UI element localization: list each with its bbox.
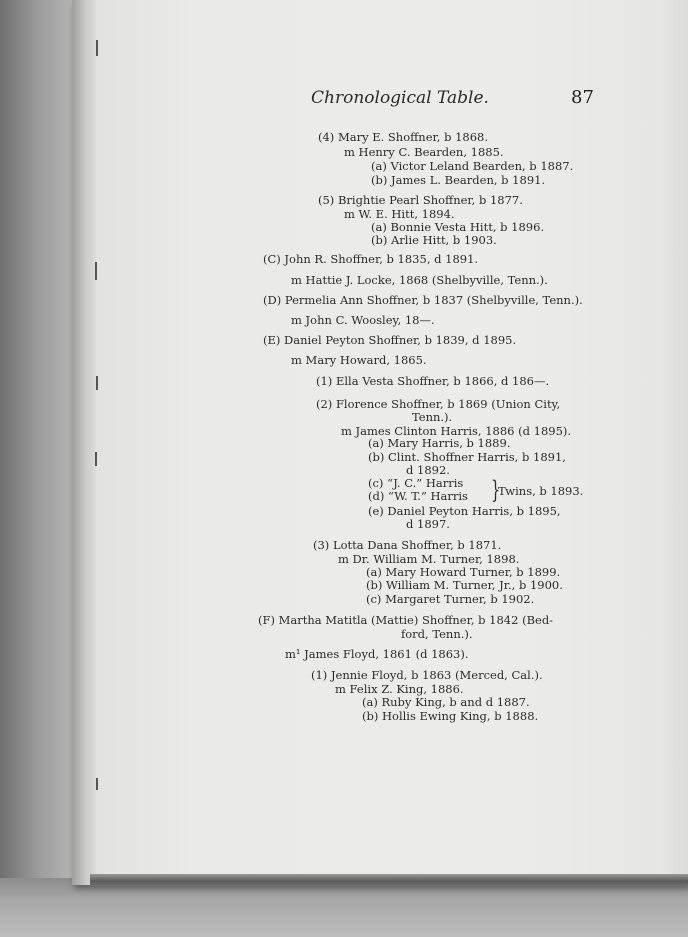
book-bottom-edge [90,874,688,886]
entry-line: (1) Jennie Floyd, b 1863 (Merced, Cal.). [311,668,543,682]
entry-line: (a) Victor Leland Bearden, b 1887. [371,159,574,173]
entry-line: (3) Lotta Dana Shoffner, b 1871. [313,538,502,552]
binding-mark [95,262,97,280]
entry-line: (e) Daniel Peyton Harris, b 1895, [368,504,561,518]
entry-line: m Henry C. Bearden, 1885. [344,145,504,159]
entry-line: (4) Mary E. Shoffner, b 1868. [318,130,489,144]
entry-line: (F) Martha Matitla (Mattie) Shoffner, b 1842 (Bed- [258,613,554,627]
entry-line: (a) Mary Howard Turner, b 1899. [366,565,561,579]
background-bottom [0,878,688,937]
entry-line: (C) John R. Shoffner, b 1835, d 1891. [263,252,479,266]
entry-line: m Mary Howard, 1865. [291,353,427,367]
entry-line: (5) Brightie Pearl Shoffner, b 1877. [318,193,523,207]
binding-mark [96,778,98,790]
entry-line: (b) Hollis Ewing King, b 1888. [362,709,539,723]
entry-line: d 1897. [406,517,450,531]
entry-line: (E) Daniel Peyton Shoffner, b 1839, d 1895. [263,333,517,347]
entry-line: (b) William M. Turner, Jr., b 1900. [366,578,563,592]
entry-line: (a) Mary Harris, b 1889. [368,436,511,450]
entry-line: m Felix Z. King, 1886. [335,682,464,696]
running-header-title: Chronological Table. [311,88,489,108]
entry-line: (2) Florence Shoffner, b 1869 (Union City, [316,397,561,411]
entry-line: (b) James L. Bearden, b 1891. [371,173,546,187]
entry-line: m John C. Woosley, 18—. [291,313,435,327]
entry-line: (c) Margaret Turner, b 1902. [366,592,535,606]
twins-brace: } [491,476,501,504]
entry-line: (d) “W. T.” Harris [368,489,468,503]
entry-line: ford, Tenn.). [401,627,473,641]
entry-line: Twins, b 1893. [498,484,584,498]
entry-line: (c) “J. C.” Harris [368,476,464,490]
binding-mark [95,452,97,466]
entry-line: m¹ James Floyd, 1861 (d 1863). [285,647,469,661]
binding-mark [96,376,98,390]
entry-line: m W. E. Hitt, 1894. [344,207,455,221]
entry-line: (1) Ella Vesta Shoffner, b 1866, d 186—. [316,374,550,388]
entry-line: m James Clinton Harris, 1886 (d 1895). [341,424,572,438]
page-gutter [72,0,98,885]
entry-line: d 1892. [406,463,450,477]
entry-line: (a) Bonnie Vesta Hitt, b 1896. [371,220,545,234]
entry-line: m Hattie J. Locke, 1868 (Shelbyville, Tenn.). [291,273,548,287]
binding-mark [96,40,98,56]
entry-line: (b) Arlie Hitt, b 1903. [371,233,497,247]
entry-line: (a) Ruby King, b and d 1887. [362,695,530,709]
entry-line: (D) Permelia Ann Shoffner, b 1837 (Shelbyville, Tenn.). [263,293,583,307]
entry-line: m Dr. William M. Turner, 1898. [338,552,520,566]
entry-line: Tenn.). [412,410,453,424]
entry-line: (b) Clint. Shoffner Harris, b 1891, [368,450,566,464]
page-number: 87 [571,87,594,108]
